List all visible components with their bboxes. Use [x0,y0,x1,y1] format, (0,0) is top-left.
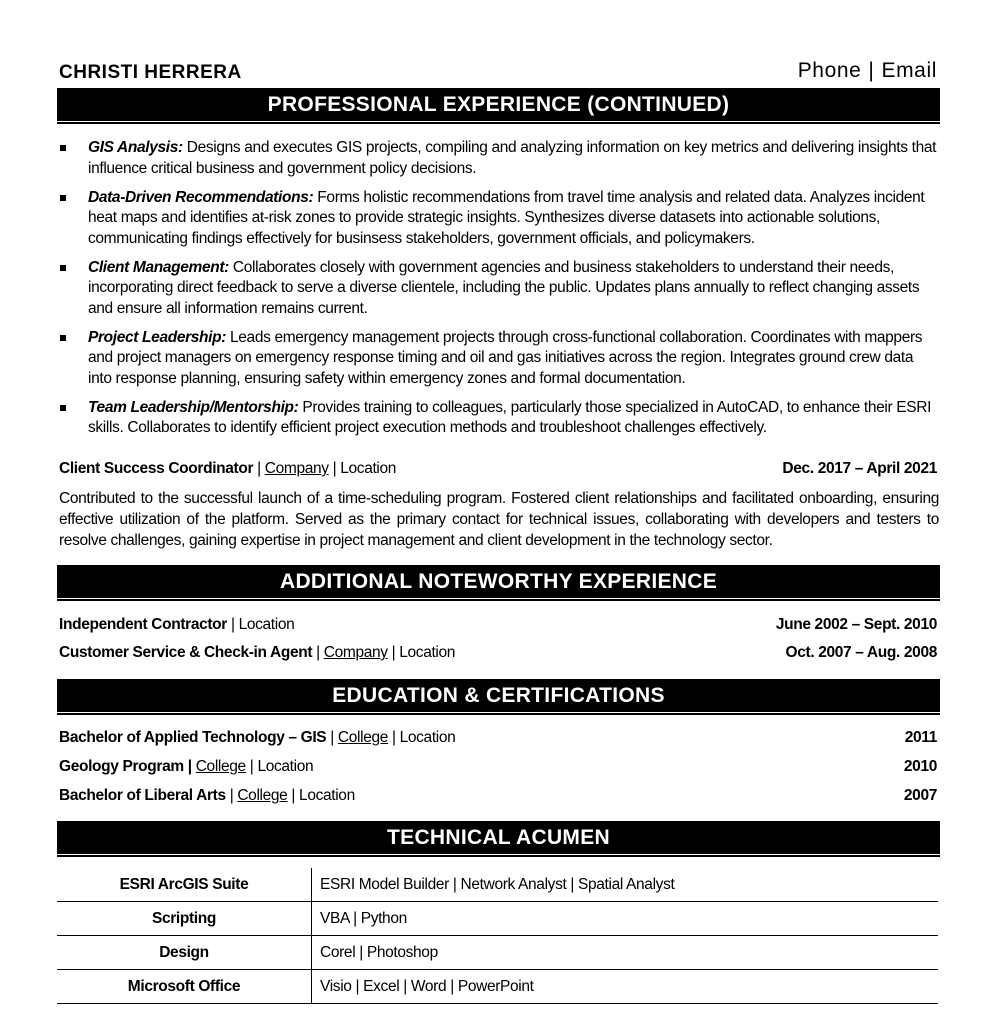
entry-location: Location [399,644,456,661]
education-entry: Bachelor of Liberal Arts | College | Location 2007 [59,787,937,804]
skill-category: Design [57,936,312,970]
section-header-professional [57,88,940,122]
education-location: Location [299,787,355,804]
experience-bullet-list [57,138,940,447]
bullet-text: Designs and executes GIS projects, compiling and analyzing information on key metrics and delivering insights that influence critical business and government policy decisions. [88,139,937,177]
entry-location: Location [238,616,295,633]
bullet-text: Provides training to colleagues, particularly those specialized in AutoCAD, to enhance their ESRI skills. Collaborates to identify efficient project execution methods and troubleshoot challenges effectively. [88,398,932,436]
degree-title: Geology Program | [59,758,192,775]
bullet-square-icon [60,405,66,411]
bullet-square-icon [60,335,66,341]
job-description: Contributed to the successful launch of a time-scheduling program. Fostered client relationships and facilitated onboarding, ensuring effective utilization of the platform. Served as the primary contact for technical issues, collaborating with developers and testers to resolve challenges, gaining expertise in project management and client development in the technology sector. [59,490,939,549]
list-item [57,258,940,320]
candidate-name: CHRISTI HERRERA [59,62,242,83]
skill-category: Scripting [57,902,312,936]
phone-label: Phone [797,59,862,82]
job-dates: Dec. 2017 – April 2021 [782,460,937,477]
bullet-title: Data-Driven Recommendations: [88,188,314,206]
bullet-title: GIS Analysis: [88,139,183,156]
education-entry: Geology Program | College | Location 2010 [59,758,937,775]
additional-entry: Independent Contractor | Location June 2002 – Sept. 2010 [59,616,937,633]
bullet-title: Client Management: [88,258,229,276]
contact-info [798,59,937,83]
bullet-square-icon [60,145,66,151]
degree-title: Bachelor of Liberal Arts [59,787,226,804]
list-item [57,188,940,250]
bullet-text: Leads emergency management projects through cross-functional collaboration. Coordinates with mappers and project managers on emergency response timing and oil and gas initiatives across the region. Integrates ground crew data into response planning, ensuring safety within emergency zones and formal documentation. [88,328,923,387]
skill-category: Microsoft Office [57,970,312,1004]
college-link[interactable]: College [195,758,246,775]
technical-skills-table [57,868,938,1004]
bullet-square-icon [60,195,66,201]
bullet-title: Project Leadership: [88,328,227,346]
entry-dates: Oct. 2007 – Aug. 2008 [785,644,937,661]
skill-items: ESRI Model Builder | Network Analyst | Spatial Analyst [312,868,939,902]
contact-separator: | [868,59,875,82]
section-header-technical [57,821,940,855]
job-location: Location [340,460,397,477]
resume-header [57,58,940,86]
education-year: 2010 [903,758,937,775]
list-item [57,138,940,179]
job-entry-client-success: Client Success Coordinator | Company | Location Dec. 2017 – April 2021 [59,460,937,477]
table-row [57,970,938,1004]
company-link[interactable]: Company [264,460,329,477]
education-location: Location [257,758,314,775]
entry-title: Customer Service & Check-in Agent [59,644,313,661]
email-label: Email [881,59,937,82]
bullet-text: Collaborates closely with government agencies and business stakeholders to understand their needs, incorporating direct feedback to serve a diverse clientele, including the public. Updates plans annually to reflect changing assets and ensure all information remains current. [88,258,920,317]
section-title: TECHNICAL ACUMEN [387,826,610,849]
bullet-square-icon [60,265,66,271]
skill-items: Corel | Photoshop [312,936,939,970]
bullet-title: Team Leadership/Mentorship: [88,398,299,416]
job-title: Client Success Coordinator [59,460,254,477]
table-row [57,868,938,902]
education-year: 2011 [904,729,937,746]
education-location: Location [399,729,456,746]
list-item [57,398,940,439]
section-title: PROFESSIONAL EXPERIENCE (CONTINUED) [267,93,730,116]
additional-entry: Customer Service & Check-in Agent | Company | Location Oct. 2007 – Aug. 2008 [59,644,937,661]
entry-title: Independent Contractor [59,616,227,633]
skill-category: ESRI ArcGIS Suite [57,868,312,902]
college-link[interactable]: College [237,787,288,804]
list-item [57,328,940,390]
education-year: 2007 [903,787,937,804]
bullet-text: Forms holistic recommendations from travel time analysis and related data. Analyzes incident heat maps and identifies at-risk zones to provide strategic insights. Synthesizes diverse datasets into actionable solutions, communicating findings effectively for businsess stakeholders, government officials, and policymakers. [88,188,925,247]
section-title: EDUCATION & CERTIFICATIONS [332,684,665,707]
entry-dates: June 2002 – Sept. 2010 [775,616,937,633]
college-link[interactable]: College [337,729,389,746]
table-row [57,902,938,936]
section-header-additional [57,565,940,599]
skill-items: Visio | Excel | Word | PowerPoint [312,970,939,1004]
skill-items: VBA | Python [312,902,939,936]
section-title: ADDITIONAL NOTEWORTHY EXPERIENCE [279,570,718,593]
section-header-education [57,679,940,713]
degree-title: Bachelor of Applied Technology – GIS [59,729,327,746]
company-link[interactable]: Company [323,644,388,661]
education-entry: Bachelor of Applied Technology – GIS | College | Location 2011 [59,729,937,746]
table-row [57,936,938,970]
